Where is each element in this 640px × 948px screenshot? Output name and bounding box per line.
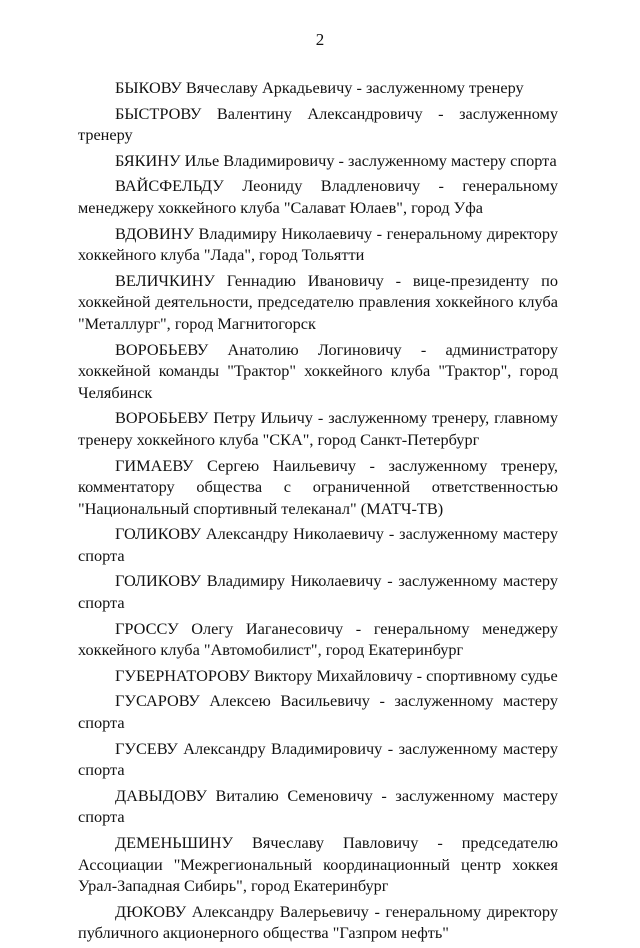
award-entry-line: ГУСЕВУ Александру Владимировичу - заслуженному мастеру <box>115 738 558 758</box>
award-entry-line: Челябинск <box>78 382 153 402</box>
award-entry <box>78 270 558 335</box>
award-entry-line: ГОЛИКОВУ Владимиру Николаевичу - заслуженному мастеру <box>115 571 558 591</box>
award-entry-line: хоккейной деятельности, председателю правления хоккейного клуба <box>78 292 558 312</box>
award-entry <box>78 690 558 733</box>
award-entry <box>78 103 558 146</box>
award-entry <box>78 901 558 944</box>
award-entry-line: ГУСАРОВУ Алексею Васильевичу - заслуженному мастеру <box>115 691 558 711</box>
award-entry-line: ГОЛИКОВУ Александру Николаевичу - заслуженному мастеру <box>115 524 558 544</box>
award-entry-line: менеджеру хоккейного клуба "Салават Юлаев", город Уфа <box>78 197 483 217</box>
award-entry-line: ВАЙСФЕЛЬДУ Леониду Владленовичу - генеральному <box>115 176 558 196</box>
award-entry <box>78 570 558 613</box>
award-entry-line: ВДОВИНУ Владимиру Николаевичу - генеральному директору <box>115 223 558 243</box>
award-entry <box>78 832 558 897</box>
award-entry-line: БЫСТРОВУ Валентину Александровичу - заслуженному <box>115 103 558 123</box>
award-entry-line: Урал-Западная Сибирь", город Екатеринбург <box>78 876 389 896</box>
award-entry <box>78 665 558 687</box>
award-entry <box>78 407 558 450</box>
award-entry <box>78 785 558 828</box>
award-entry-line: спорта <box>78 713 125 733</box>
award-entry-line: Ассоциации "Межрегиональный координационный центр хоккея <box>78 854 558 874</box>
award-entry-line: ВОРОБЬЕВУ Анатолию Логиновичу - администратору <box>115 339 558 359</box>
award-entry-line: "Национальный спортивный телеканал" (МАТЧ-ТВ) <box>78 498 444 518</box>
award-entry-line: спорта <box>78 807 125 827</box>
award-entry-line: тренеру <box>78 125 133 145</box>
award-entry-line: хоккейного клуба "Лада", город Тольятти <box>78 245 365 265</box>
award-entry <box>78 223 558 266</box>
award-entry-line: комментатору общества с ограниченной ответственностью <box>78 477 558 497</box>
award-entry <box>78 523 558 566</box>
award-entry-line: "Металлург", город Магнитогорск <box>78 313 316 333</box>
page-number: 2 <box>315 30 325 49</box>
award-entry <box>78 618 558 661</box>
award-entry-line: ВЕЛИЧКИНУ Геннадию Ивановичу - вице-президенту по <box>115 270 558 290</box>
award-entry-line: спорта <box>78 760 125 780</box>
award-entry-line: ГРОССУ Олегу Иаганесовичу - генеральному менеджеру <box>115 618 558 638</box>
award-entry-line: публичного акционерного общества "Газпром нефть" <box>78 923 449 943</box>
award-entry <box>78 738 558 781</box>
award-entry <box>78 150 558 172</box>
award-entry-line: хоккейной команды "Трактор" хоккейного клуба "Трактор", город <box>78 361 558 381</box>
award-entry-line: ДЕМЕНЬШИНУ Вячеславу Павловичу - председателю <box>115 833 558 852</box>
award-entry <box>78 175 558 218</box>
award-entry-line: ДАВЫДОВУ Виталию Семеновичу - заслуженному мастеру <box>115 785 558 805</box>
award-entry-line: ГИМАЕВУ Сергею Наильевичу - заслуженному тренеру, <box>115 455 558 475</box>
award-entry <box>78 77 558 99</box>
award-entry-line: хоккейного клуба "Автомобилист", город Екатеринбург <box>78 640 464 660</box>
award-entry-line: ВОРОБЬЕВУ Петру Ильичу - заслуженному тренеру, главному <box>115 408 558 428</box>
award-entry-line: БЫКОВУ Вячеславу Аркадьевичу - заслуженному тренеру <box>115 78 524 97</box>
award-list <box>78 77 558 948</box>
award-entry-line: ДЮКОВУ Александру Валерьевичу - генеральному директору <box>115 901 558 921</box>
award-entry-line: ГУБЕРНАТОРОВУ Виктору Михайловичу - спортивному судье <box>115 665 558 685</box>
award-entry-line: тренеру хоккейного клуба "СКА", город Санкт-Петербург <box>78 429 480 449</box>
award-entry <box>78 455 558 520</box>
award-entry <box>78 339 558 404</box>
award-entry-line: БЯКИНУ Илье Владимировичу - заслуженному мастеру спорта <box>115 150 557 170</box>
award-entry-line: спорта <box>78 593 125 613</box>
award-entry-line: спорта <box>78 545 125 565</box>
